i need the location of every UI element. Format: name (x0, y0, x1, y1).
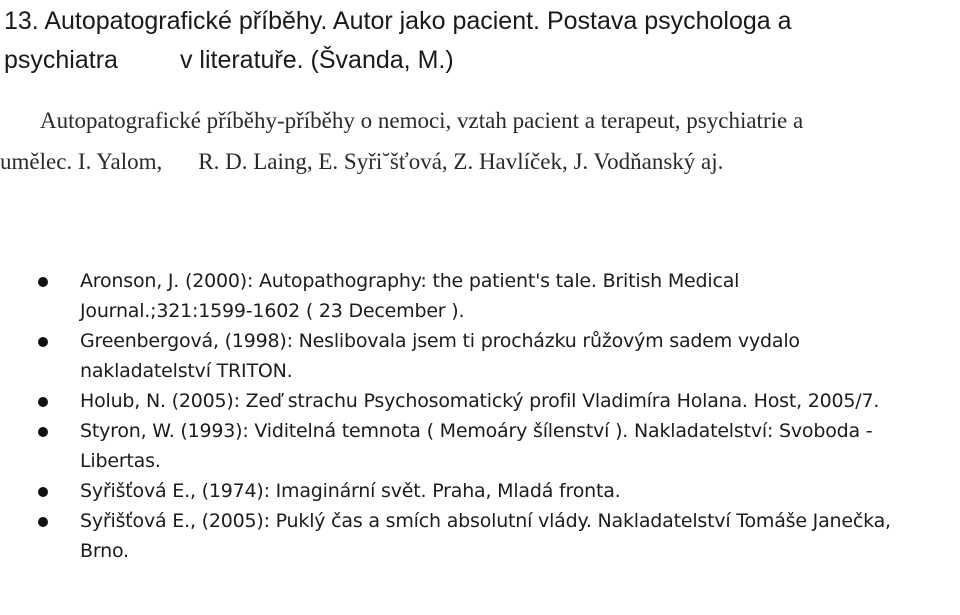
reference-item (0, 326, 960, 386)
heading-line-2-end: v literatuře. (Švanda, M.) (179, 46, 454, 74)
heading-line-2-start: psychiatra (4, 46, 118, 74)
reference-item (0, 476, 960, 506)
bullet-icon (38, 487, 48, 497)
reference-text: Syřišťová E., (1974): Imaginární svět. Praha, Mladá fronta. (80, 480, 621, 502)
bullet-icon (38, 427, 48, 437)
reference-text: Syřišťová E., (2005): Puklý čas a smích absolutní vlády. Nakladatelství Tomáše Janečka, Brno. (80, 510, 891, 562)
heading-line-1: 13. Autopatografické příběhy. Autor jako pacient. Postava psychologa a (4, 7, 792, 35)
bullet-icon (38, 277, 48, 287)
bullet-icon (38, 397, 48, 407)
reference-text: Holub, N. (2005): Zeď strachu Psychosomatický profil Vladimíra Holana. Host, 2005/7. (80, 390, 880, 412)
reference-item (0, 266, 960, 326)
section-heading (4, 2, 954, 80)
intro-paragraph (0, 100, 955, 182)
intro-line-2-end: R. D. Laing, E. Syři˘šťová, Z. Havlíček, J. Vodňanský aj. (198, 149, 724, 174)
reference-item (0, 506, 960, 566)
intro-line-1: Autopatografické příběhy-příběhy o nemoci, vztah pacient a terapeut, psychiatrie a (40, 108, 804, 133)
reference-item (0, 416, 960, 476)
reference-text: Aronson, J. (2000): Autopathography: the patient's tale. British Medical Journal.;321:1599-1602 ( 23 December ). (80, 270, 740, 322)
intro-line-2-start: umělec. I. Yalom, (0, 149, 163, 174)
reference-text: Styron, W. (1993): Viditelná temnota ( Memoáry šílenství ). Nakladatelství: Svoboda - Libertas. (80, 420, 873, 472)
reference-item (0, 386, 960, 416)
reference-text: Greenbergová, (1998): Neslibovala jsem ti procházku růžovým sadem vydalo nakladatelství TRITON. (80, 330, 800, 382)
bullet-icon (38, 517, 48, 527)
bullet-icon (38, 337, 48, 347)
reference-list (0, 266, 960, 566)
